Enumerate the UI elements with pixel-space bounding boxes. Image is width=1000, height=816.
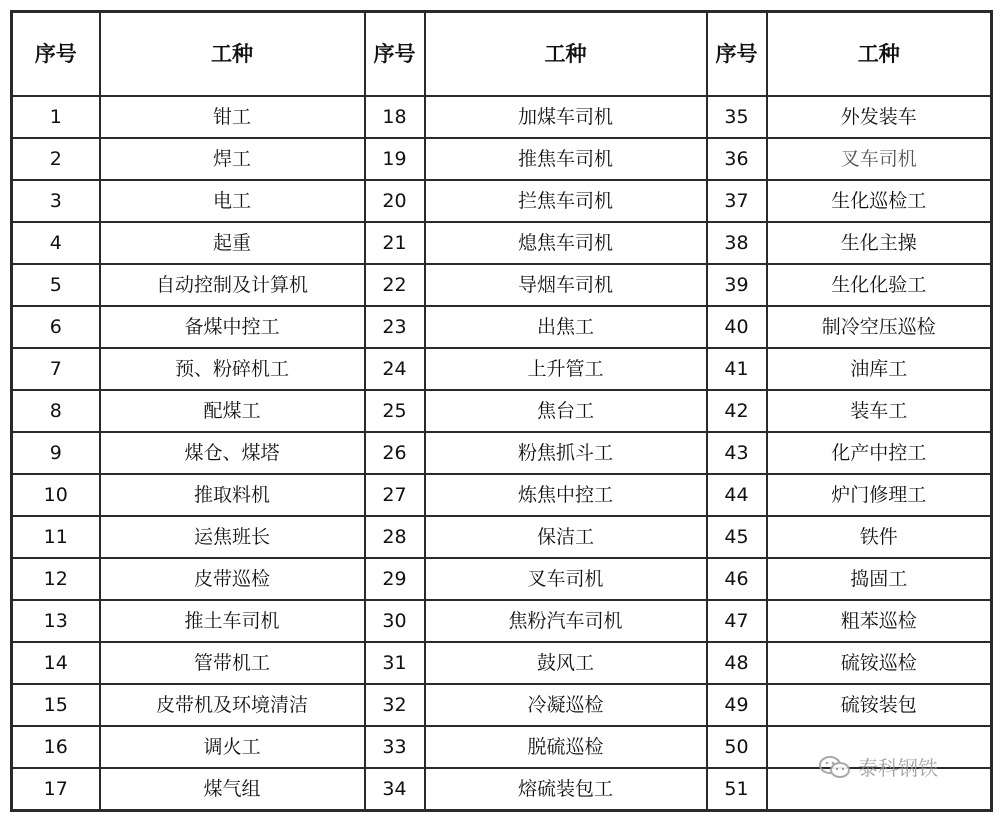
job-cell: 出焦工 — [425, 306, 707, 348]
job-cell: 运焦班长 — [100, 516, 365, 558]
job-cell: 焦粉汽车司机 — [425, 600, 707, 642]
table-body — [12, 96, 992, 811]
serial-cell: 18 — [365, 96, 425, 138]
watermark-text: 泰科钢铁 — [858, 756, 938, 780]
serial-cell: 43 — [707, 432, 767, 474]
header-serial-2: 序号 — [365, 12, 425, 97]
job-cell: 备煤中控工 — [100, 306, 365, 348]
table-row — [12, 684, 992, 726]
table-row — [12, 390, 992, 432]
serial-cell: 49 — [707, 684, 767, 726]
job-cell: 自动控制及计算机 — [100, 264, 365, 306]
job-cell: 加煤车司机 — [425, 96, 707, 138]
serial-cell: 10 — [12, 474, 100, 516]
job-cell: 管带机工 — [100, 642, 365, 684]
serial-cell: 42 — [707, 390, 767, 432]
job-cell: 捣固工 — [767, 558, 992, 600]
job-cell: 保洁工 — [425, 516, 707, 558]
serial-cell: 19 — [365, 138, 425, 180]
serial-cell: 11 — [12, 516, 100, 558]
serial-cell: 44 — [707, 474, 767, 516]
serial-cell: 40 — [707, 306, 767, 348]
serial-cell: 41 — [707, 348, 767, 390]
table-row — [12, 474, 992, 516]
table-row — [12, 222, 992, 264]
serial-cell: 36 — [707, 138, 767, 180]
job-cell: 焊工 — [100, 138, 365, 180]
job-cell: 生化巡检工 — [767, 180, 992, 222]
job-cell: 炉门修理工 — [767, 474, 992, 516]
job-cell: 装车工 — [767, 390, 992, 432]
serial-cell: 22 — [365, 264, 425, 306]
job-cell: 熔硫装包工 — [425, 768, 707, 811]
table-row — [12, 180, 992, 222]
serial-cell: 20 — [365, 180, 425, 222]
serial-cell: 4 — [12, 222, 100, 264]
serial-cell: 17 — [12, 768, 100, 811]
serial-cell: 33 — [365, 726, 425, 768]
serial-cell: 37 — [707, 180, 767, 222]
serial-cell: 29 — [365, 558, 425, 600]
job-types-table — [10, 10, 993, 812]
serial-cell: 16 — [12, 726, 100, 768]
serial-cell: 27 — [365, 474, 425, 516]
job-cell: 煤气组 — [100, 768, 365, 811]
serial-cell: 25 — [365, 390, 425, 432]
job-cell: 外发装车 — [767, 96, 992, 138]
job-cell: 鼓风工 — [425, 642, 707, 684]
job-cell: 皮带巡检 — [100, 558, 365, 600]
header-job-1: 工种 — [100, 12, 365, 97]
job-cell: 炼焦中控工 — [425, 474, 707, 516]
serial-cell: 46 — [707, 558, 767, 600]
table-row — [12, 600, 992, 642]
header-row — [12, 12, 992, 97]
serial-cell: 12 — [12, 558, 100, 600]
table-row — [12, 306, 992, 348]
serial-cell: 2 — [12, 138, 100, 180]
serial-cell: 35 — [707, 96, 767, 138]
table-row — [12, 264, 992, 306]
serial-cell: 24 — [365, 348, 425, 390]
serial-cell: 50 — [707, 726, 767, 768]
serial-cell: 14 — [12, 642, 100, 684]
serial-cell: 30 — [365, 600, 425, 642]
header-job-3: 工种 — [767, 12, 992, 97]
job-cell: 生化主操 — [767, 222, 992, 264]
serial-cell: 39 — [707, 264, 767, 306]
table-row — [12, 642, 992, 684]
job-cell: 电工 — [100, 180, 365, 222]
job-cell: 硫铵装包 — [767, 684, 992, 726]
job-cell: 制冷空压巡检 — [767, 306, 992, 348]
serial-cell: 23 — [365, 306, 425, 348]
serial-cell: 34 — [365, 768, 425, 811]
table-row — [12, 516, 992, 558]
serial-cell: 28 — [365, 516, 425, 558]
serial-cell: 47 — [707, 600, 767, 642]
serial-cell: 38 — [707, 222, 767, 264]
header-serial-3: 序号 — [707, 12, 767, 97]
job-cell: 叉车司机 — [425, 558, 707, 600]
table-row — [12, 348, 992, 390]
job-cell: 化产中控工 — [767, 432, 992, 474]
job-cell: 铁件 — [767, 516, 992, 558]
serial-cell: 32 — [365, 684, 425, 726]
job-cell: 调火工 — [100, 726, 365, 768]
job-cell: 预、粉碎机工 — [100, 348, 365, 390]
job-cell: 皮带机及环境清洁 — [100, 684, 365, 726]
table-row — [12, 96, 992, 138]
job-cell: 拦焦车司机 — [425, 180, 707, 222]
job-cell: 冷凝巡检 — [425, 684, 707, 726]
serial-cell: 51 — [707, 768, 767, 811]
serial-cell: 3 — [12, 180, 100, 222]
serial-cell: 48 — [707, 642, 767, 684]
job-cell: 油库工 — [767, 348, 992, 390]
serial-cell: 7 — [12, 348, 100, 390]
serial-cell: 5 — [12, 264, 100, 306]
job-cell: 起重 — [100, 222, 365, 264]
job-cell: 脱硫巡检 — [425, 726, 707, 768]
serial-cell: 9 — [12, 432, 100, 474]
serial-cell: 1 — [12, 96, 100, 138]
serial-cell: 6 — [12, 306, 100, 348]
job-cell: 煤仓、煤塔 — [100, 432, 365, 474]
job-cell: 焦台工 — [425, 390, 707, 432]
job-cell: 生化化验工 — [767, 264, 992, 306]
serial-cell: 31 — [365, 642, 425, 684]
header-job-2: 工种 — [425, 12, 707, 97]
serial-cell: 13 — [12, 600, 100, 642]
serial-cell: 8 — [12, 390, 100, 432]
job-cell: 熄焦车司机 — [425, 222, 707, 264]
job-cell: 推土车司机 — [100, 600, 365, 642]
job-cell: 导烟车司机 — [425, 264, 707, 306]
job-cell: 叉车司机 — [767, 138, 992, 180]
serial-cell: 15 — [12, 684, 100, 726]
table-row — [12, 138, 992, 180]
job-cell: 粉焦抓斗工 — [425, 432, 707, 474]
wechat-icon — [818, 754, 852, 780]
job-cell: 推焦车司机 — [425, 138, 707, 180]
table-row — [12, 558, 992, 600]
table-row — [12, 432, 992, 474]
job-cell: 上升管工 — [425, 348, 707, 390]
job-cell: 粗苯巡检 — [767, 600, 992, 642]
serial-cell: 21 — [365, 222, 425, 264]
job-cell: 推取料机 — [100, 474, 365, 516]
serial-cell: 26 — [365, 432, 425, 474]
job-cell: 钳工 — [100, 96, 365, 138]
job-cell: 配煤工 — [100, 390, 365, 432]
serial-cell: 45 — [707, 516, 767, 558]
job-cell: 硫铵巡检 — [767, 642, 992, 684]
header-serial-1: 序号 — [12, 12, 100, 97]
watermark — [818, 752, 938, 781]
